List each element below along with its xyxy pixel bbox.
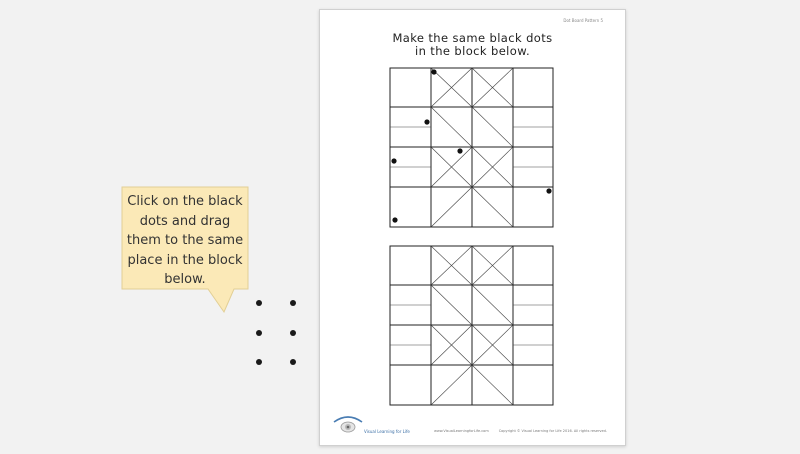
- model-dot: [546, 188, 551, 193]
- draggable-dot[interactable]: [256, 359, 262, 365]
- worksheet-header-label: Dot Board Pattern 5: [563, 18, 603, 23]
- draggable-dot[interactable]: [290, 359, 296, 365]
- model-block: [389, 67, 555, 229]
- draggable-dot[interactable]: [290, 330, 296, 336]
- footer-copyright-text: Copyright © Visual Learning for Life 2016. All rights reserved.: [498, 429, 607, 433]
- instruction-line-1: Make the same black dots: [392, 31, 553, 45]
- target-block[interactable]: [389, 245, 555, 407]
- model-dot: [431, 69, 436, 74]
- draggable-dot[interactable]: [290, 300, 296, 306]
- callout-text: Click on the black dots and drag them to the same place in the block below.: [126, 194, 244, 287]
- model-dot: [424, 119, 429, 124]
- model-dot: [392, 217, 397, 222]
- model-dot: [391, 158, 396, 163]
- footer-brand-text: Visual Learning for Life: [364, 429, 410, 434]
- model-dot: [457, 148, 462, 153]
- instruction-line-2: in the block below.: [414, 44, 531, 58]
- draggable-dot[interactable]: [256, 330, 262, 336]
- worksheet-page: [319, 9, 626, 446]
- footer-website-text: www.VisualLearningforLife.com: [434, 429, 489, 433]
- worksheet-instruction: [320, 32, 625, 58]
- eye-logo-icon: [332, 414, 364, 436]
- draggable-dot[interactable]: [256, 300, 262, 306]
